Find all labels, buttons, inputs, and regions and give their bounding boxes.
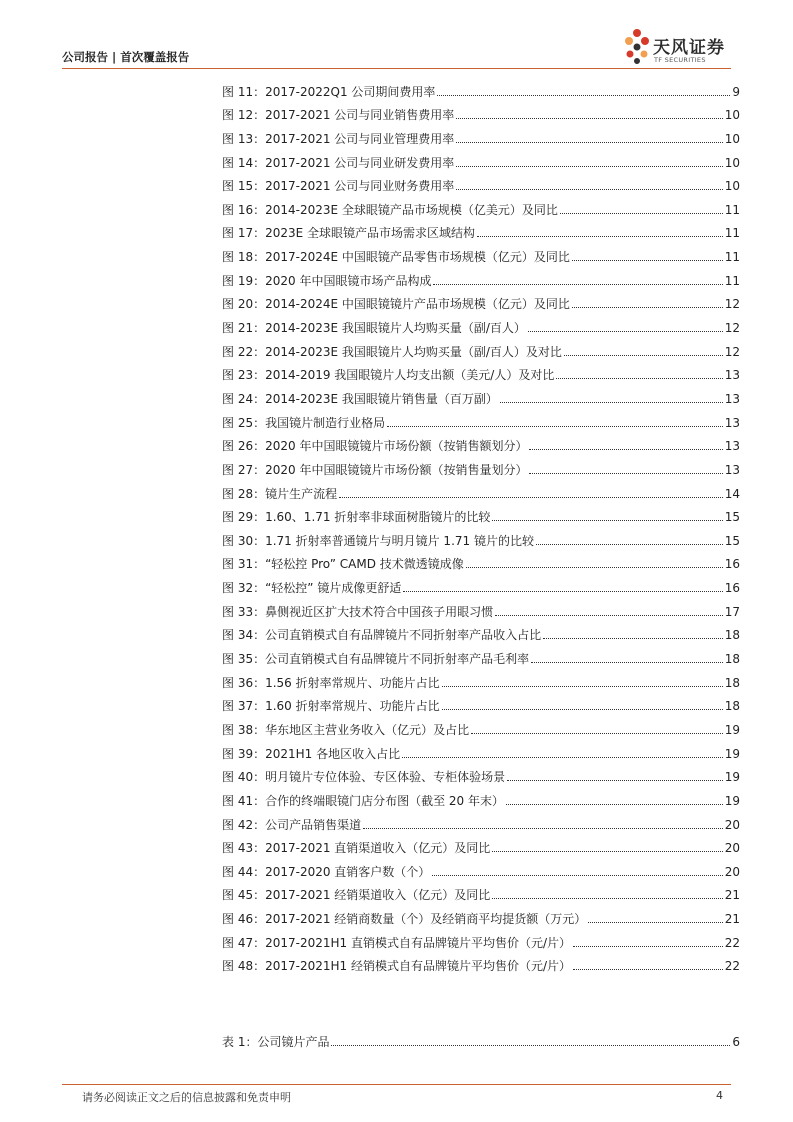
toc-entry-label: 图 44：2017-2020 直销客户数（个）: [222, 864, 431, 879]
toc-entry-label: 图 12：2017-2021 公司与同业销售费用率: [222, 108, 455, 123]
footer-divider: [62, 1084, 731, 1085]
toc-entry-label: 图 33：鼻侧视近区扩大技术符合中国孩子用眼习惯: [222, 604, 494, 619]
toc-entry-page: 15: [724, 510, 740, 525]
figure-toc-entry[interactable]: [222, 501, 740, 525]
dot-leader: [531, 662, 723, 663]
figure-toc-entry[interactable]: [222, 571, 740, 595]
toc-entry-page: 18: [724, 699, 740, 714]
toc-entry-label: 图 13：2017-2021 公司与同业管理费用率: [222, 131, 455, 146]
figure-toc-entry[interactable]: [222, 619, 740, 643]
figure-toc-entry[interactable]: [222, 548, 740, 572]
dot-leader: [387, 426, 723, 427]
toc-entry-page: 19: [724, 793, 740, 808]
figure-toc-entry[interactable]: [222, 737, 740, 761]
toc-entry-page: 12: [724, 297, 740, 312]
toc-entry-label: 图 31：“轻松控 Pro” CAMD 技术微透镜成像: [222, 557, 464, 572]
figure-toc-entry[interactable]: [222, 146, 740, 170]
toc-entry-label: 图 25：我国镜片制造行业格局: [222, 415, 386, 430]
header-divider: [62, 68, 731, 69]
page-number: 4: [716, 1089, 723, 1102]
table-toc-entry[interactable]: [222, 1025, 740, 1049]
dot-leader: [339, 497, 723, 498]
dot-leader: [588, 922, 722, 923]
dot-leader: [456, 142, 722, 143]
toc-entry-label: 图 39：2021H1 各地区收入占比: [222, 746, 401, 761]
dot-leader: [500, 402, 723, 403]
figure-toc-entry[interactable]: [222, 430, 740, 454]
toc-entry-label: 图 45：2017-2021 经销渠道收入（亿元）及同比: [222, 888, 491, 903]
figure-toc-entry[interactable]: [222, 335, 740, 359]
dot-leader: [466, 567, 723, 568]
toc-entry-label: 图 28：镜片生产流程: [222, 486, 338, 501]
toc-entry-page: 18: [724, 628, 740, 643]
dot-leader: [573, 946, 723, 947]
figure-toc-list: [222, 75, 740, 973]
toc-entry-label: 图 35：公司直销模式自有品牌镜片不同折射率产品毛利率: [222, 652, 530, 667]
toc-entry-page: 11: [724, 273, 740, 288]
toc-entry-page: 12: [724, 321, 740, 336]
toc-entry-label: 表 1：公司镜片产品: [222, 1034, 330, 1049]
figure-toc-entry[interactable]: [222, 855, 740, 879]
toc-entry-page: 19: [724, 722, 740, 737]
toc-entry-page: 20: [724, 817, 740, 832]
toc-entry-page: 10: [724, 131, 740, 146]
figure-toc-entry[interactable]: [222, 595, 740, 619]
figure-toc-entry[interactable]: [222, 477, 740, 501]
figure-toc-entry[interactable]: [222, 761, 740, 785]
dot-leader: [543, 638, 723, 639]
toc-entry-page: 13: [724, 462, 740, 477]
dot-leader: [492, 898, 722, 899]
toc-entry-label: 图 19：2020 年中国眼镜市场产品构成: [222, 273, 432, 288]
toc-entry-page: 20: [724, 864, 740, 879]
figure-toc-entry[interactable]: [222, 642, 740, 666]
toc-entry-label: 图 37：1.60 折射率常规片、功能片占比: [222, 699, 440, 714]
toc-entry-label: 图 40：明月镜片专位体验、专区体验、专柜体验场景: [222, 770, 506, 785]
toc-entry-label: 图 42：公司产品销售渠道: [222, 817, 362, 832]
toc-entry-page: 21: [724, 912, 740, 927]
figure-toc-entry[interactable]: [222, 193, 740, 217]
dot-leader: [331, 1045, 730, 1046]
toc-entry-label: 图 36：1.56 折射率常规片、功能片占比: [222, 675, 440, 690]
dot-leader: [402, 757, 723, 758]
toc-entry-label: 图 30：1.71 折射率普通镜片与明月镜片 1.71 镜片的比较: [222, 533, 534, 548]
dot-leader: [492, 851, 722, 852]
dot-leader: [529, 449, 722, 450]
logo-flower-icon: [622, 27, 652, 71]
toc-entry-label: 图 32：“轻松控” 镜片成像更舒适: [222, 581, 402, 596]
toc-entry-label: 图 11：2017-2022Q1 公司期间费用率: [222, 84, 436, 99]
dot-leader: [456, 189, 722, 190]
toc-entry-page: 11: [724, 226, 740, 241]
toc-entry-page: 19: [724, 746, 740, 761]
toc-entry-page: 13: [724, 439, 740, 454]
logo-text-cn: 天风证券: [653, 38, 725, 58]
dot-leader: [477, 236, 723, 237]
figure-toc-entry[interactable]: [222, 406, 740, 430]
figure-toc-entry[interactable]: [222, 264, 740, 288]
toc-entry-label: 图 38：华东地区主营业务收入（亿元）及占比: [222, 722, 470, 737]
toc-entry-page: 11: [724, 250, 740, 265]
footer-disclaimer: 请务必阅读正文之后的信息披露和免责申明: [82, 1091, 291, 1104]
toc-entry-page: 13: [724, 368, 740, 383]
toc-entry-page: 10: [724, 108, 740, 123]
toc-entry-label: 图 16：2014-2023E 全球眼镜产品市场规模（亿美元）及同比: [222, 202, 558, 217]
figure-toc-entry[interactable]: [222, 784, 740, 808]
dot-leader: [572, 307, 723, 308]
figure-toc-entry[interactable]: [222, 524, 740, 548]
toc-entry-page: 13: [724, 415, 740, 430]
toc-entry-page: 18: [724, 652, 740, 667]
toc-entry-label: 图 47：2017-2021H1 直销模式自有品牌镜片平均售价（元/片）: [222, 935, 572, 950]
toc-entry-label: 图 24：2014-2023E 我国眼镜片销售量（百万副）: [222, 391, 498, 406]
toc-entry-page: 10: [724, 155, 740, 170]
dot-leader: [363, 828, 723, 829]
dot-leader: [572, 260, 723, 261]
dot-leader: [560, 213, 723, 214]
dot-leader: [556, 378, 722, 379]
dot-leader: [433, 284, 722, 285]
toc-entry-label: 图 27：2020 年中国眼镜镜片市场份额（按销售量划分）: [222, 462, 528, 477]
toc-entry-label: 图 18：2017-2024E 中国眼镜产品零售市场规模（亿元）及同比: [222, 250, 570, 265]
toc-entry-label: 图 46：2017-2021 经销商数量（个）及经销商平均提货额（万元）: [222, 912, 587, 927]
dot-leader: [507, 780, 723, 781]
toc-entry-page: 16: [724, 557, 740, 572]
figure-toc-entry[interactable]: [222, 99, 740, 123]
figure-toc-entry[interactable]: [222, 75, 740, 99]
figure-toc-entry[interactable]: [222, 926, 740, 950]
toc-entry-page: 19: [724, 770, 740, 785]
toc-entry-label: 图 48：2017-2021H1 经销模式自有品牌镜片平均售价（元/片）: [222, 959, 572, 974]
toc-entry-label: 图 26：2020 年中国眼镜镜片市场份额（按销售额划分）: [222, 439, 528, 454]
toc-entry-label: 图 21：2014-2023E 我国眼镜片人均购买量（副/百人）: [222, 321, 526, 336]
table-toc-list: [222, 1025, 740, 1049]
figure-toc-entry[interactable]: [222, 690, 740, 714]
figure-toc-entry[interactable]: [222, 666, 740, 690]
toc-entry-page: 18: [724, 675, 740, 690]
toc-entry-page: 6: [732, 1034, 740, 1049]
toc-entry-page: 9: [732, 84, 740, 99]
dot-leader: [471, 733, 723, 734]
toc-entry-page: 22: [724, 959, 740, 974]
toc-entry-label: 图 41：合作的终端眼镜门店分布图（截至 20 年末）: [222, 793, 504, 808]
figure-toc-entry[interactable]: [222, 902, 740, 926]
toc-entry-page: 14: [724, 486, 740, 501]
report-type-header: 公司报告 | 首次覆盖报告: [62, 50, 190, 64]
toc-entry-page: 20: [724, 841, 740, 856]
figure-toc-entry[interactable]: [222, 879, 740, 903]
toc-entry-label: 图 15：2017-2021 公司与同业财务费用率: [222, 179, 455, 194]
toc-entry-page: 22: [724, 935, 740, 950]
toc-entry-page: 21: [724, 888, 740, 903]
figure-toc-entry[interactable]: [222, 170, 740, 194]
toc-entry-page: 13: [724, 391, 740, 406]
dot-leader: [432, 875, 722, 876]
tf-securities-logo: [622, 27, 742, 71]
dot-leader: [437, 95, 730, 96]
figure-toc-entry[interactable]: [222, 453, 740, 477]
dot-leader: [495, 615, 723, 616]
figure-toc-entry[interactable]: [222, 808, 740, 832]
figure-toc-entry[interactable]: [222, 713, 740, 737]
toc-entry-label: 图 29：1.60、1.71 折射率非球面树脂镜片的比较: [222, 510, 491, 525]
dot-leader: [536, 544, 723, 545]
figure-toc-entry[interactable]: [222, 217, 740, 241]
figure-toc-entry[interactable]: [222, 382, 740, 406]
figure-toc-entry[interactable]: [222, 122, 740, 146]
toc-entry-label: 图 43：2017-2021 直销渠道收入（亿元）及同比: [222, 841, 491, 856]
toc-entry-page: 12: [724, 344, 740, 359]
toc-entry-page: 15: [724, 533, 740, 548]
toc-entry-label: 图 23：2014-2019 我国眼镜片人均支出额（美元/人）及对比: [222, 368, 555, 383]
dot-leader: [403, 591, 722, 592]
dot-leader: [528, 331, 723, 332]
dot-leader: [529, 473, 722, 474]
toc-entry-page: 11: [724, 202, 740, 217]
toc-entry-label: 图 14：2017-2021 公司与同业研发费用率: [222, 155, 455, 170]
dot-leader: [506, 804, 723, 805]
dot-leader: [456, 166, 722, 167]
toc-entry-page: 17: [724, 604, 740, 619]
dot-leader: [573, 969, 723, 970]
toc-entry-label: 图 34：公司直销模式自有品牌镜片不同折射率产品收入占比: [222, 628, 542, 643]
dot-leader: [456, 118, 722, 119]
figure-toc-entry[interactable]: [222, 311, 740, 335]
toc-entry-label: 图 17：2023E 全球眼镜产品市场需求区域结构: [222, 226, 476, 241]
toc-entry-page: 16: [724, 581, 740, 596]
figure-toc-entry[interactable]: [222, 832, 740, 856]
dot-leader: [442, 709, 723, 710]
figure-toc-entry[interactable]: [222, 359, 740, 383]
toc-entry-label: 图 22：2014-2023E 我国眼镜片人均购买量（副/百人）及对比: [222, 344, 562, 359]
dot-leader: [564, 355, 723, 356]
toc-entry-page: 10: [724, 179, 740, 194]
figure-toc-entry[interactable]: [222, 240, 740, 264]
toc-entry-label: 图 20：2014-2024E 中国眼镜镜片产品市场规模（亿元）及同比: [222, 297, 570, 312]
dot-leader: [442, 686, 723, 687]
figure-toc-entry[interactable]: [222, 950, 740, 974]
dot-leader: [492, 520, 722, 521]
logo-text-en: TF SECURITIES: [654, 56, 706, 64]
figure-toc-entry[interactable]: [222, 288, 740, 312]
